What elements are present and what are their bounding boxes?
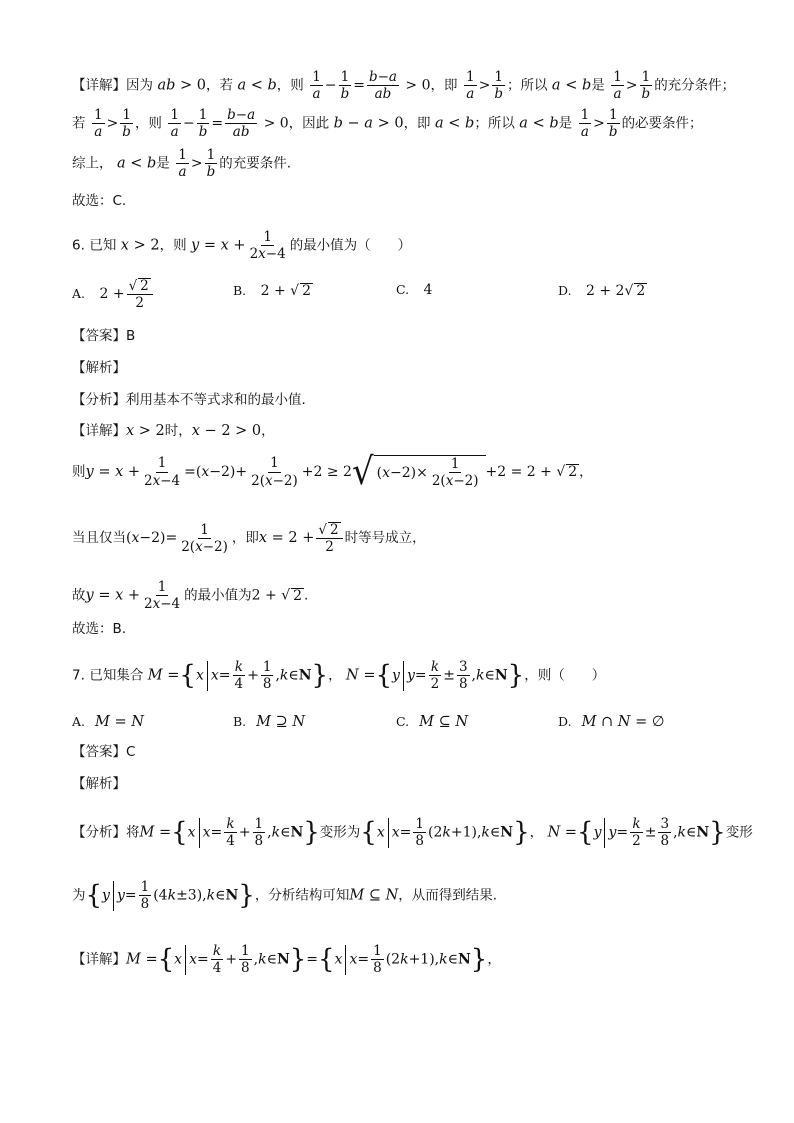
option-c[interactable] xyxy=(396,283,432,297)
detail-6 xyxy=(72,424,275,439)
fraction: $\frac{1}{a}$ xyxy=(178,147,187,181)
analysis-6 xyxy=(72,393,306,408)
text: 已知集合 xyxy=(89,667,144,684)
proof-line-2: 若 $\frac{1}{a}$ > $\frac{1}{b}$ ，则 $\frac{1}{a}$ − $\frac{1}{b}$ = $\frac{b-a}{ab}$ > 0，因此 b − a > 0，即 a < b；所以 a < b是 $\frac{1}{a}$ > $\frac{1}{b}$ 的必要条件； xyxy=(72,107,703,141)
question-6 xyxy=(72,230,411,261)
question-number: 6. xyxy=(72,237,85,254)
analysis-heading-7: 【解析】 xyxy=(72,776,126,792)
derivation-6-a: 则y = x + $\frac{1}{2x-4}$ =(x−2)+ $\frac{1}{2(x-2)}$ +2 ≥ 2 √ ( x −2)× $\frac{1}{2(x-2)}$ +2 = 2 + √ 2 ， xyxy=(72,450,593,494)
fraction: $\frac{1}{a}$ xyxy=(93,107,103,141)
text: . xyxy=(304,587,309,604)
proof-line-3: 综上， a < b是 $\frac{1}{a}$ > $\frac{1}{b}$ 的充要条件. xyxy=(72,147,292,181)
math: x > 2 xyxy=(120,237,160,254)
answer-6: 【答案】B xyxy=(72,328,136,344)
text: ，则 xyxy=(134,115,162,132)
option-label: B. xyxy=(233,283,247,298)
option-label: C. xyxy=(396,282,410,297)
math: x > 2 xyxy=(126,423,165,439)
text: ，则 xyxy=(159,237,187,254)
math: b − a > 0 xyxy=(333,115,404,132)
fraction: $\frac{1}{b}$ xyxy=(494,69,503,103)
option-d[interactable]: D. 2 + 2√ 2 xyxy=(558,283,646,299)
text: 当且仅当 xyxy=(72,530,126,547)
question-number: 7. xyxy=(72,667,85,684)
text: ， xyxy=(261,423,275,439)
math: a < b xyxy=(116,155,157,172)
analysis-7-b: 为{y y= $\frac{1}{8}$ (4k±3),k∈N}，分析结构可知M ⊆ N，从而得到结果. xyxy=(72,879,498,913)
text: 的充分条件； xyxy=(654,77,736,94)
text: ，则（ ） xyxy=(524,667,606,684)
text: 时等号成立， xyxy=(344,530,426,547)
math: a < b xyxy=(435,115,475,132)
option-a[interactable]: A. 2 + $\frac{√ 2}{2}$ xyxy=(72,278,155,310)
analysis-tag: 【分析】 xyxy=(72,824,126,841)
answer-7: 【答案】C xyxy=(72,744,136,760)
fraction: $\frac{1}{a}$ xyxy=(170,107,179,141)
text: 利用基本不等式求和的最小值. xyxy=(126,392,306,408)
fraction: $\frac{b-a}{ab}$ xyxy=(368,69,397,103)
math: a < b xyxy=(237,77,277,94)
math: ab > 0 xyxy=(157,77,206,94)
text: 是 xyxy=(156,155,170,172)
math: a < b xyxy=(519,115,559,132)
text: 是 xyxy=(558,115,573,132)
text: ， xyxy=(579,464,593,480)
text: ；所以 xyxy=(474,115,515,132)
text: 是 xyxy=(591,77,605,94)
text: ， xyxy=(328,667,342,684)
option-label: B. xyxy=(233,714,247,729)
text: 已知 xyxy=(89,237,117,254)
fraction: $\frac{1}{a}$ xyxy=(613,69,622,103)
detail-7: 【详解】M ={x x= $\frac{k}{4}$ + $\frac{1}{8}$ ,k∈N}={x x= $\frac{1}{8}$ (2k+1),k∈N}， xyxy=(72,943,501,977)
option-label: D. xyxy=(558,283,572,298)
text: 的必要条件； xyxy=(621,115,703,132)
fraction: $\frac{1}{b}$ xyxy=(122,107,131,141)
analysis-heading-6: 【解析】 xyxy=(72,360,126,376)
text: ，从而得到结果. xyxy=(398,887,498,904)
fraction: $\frac{1}{2x-4}$ xyxy=(249,229,286,263)
text: ，即 xyxy=(403,115,431,132)
fraction: $\frac{1}{b}$ xyxy=(206,147,216,181)
text: ，若 xyxy=(206,77,233,94)
derivation-6-c: 故y = x + $\frac{1}{2x-4}$ 的最小值为2 + √ 2 . xyxy=(72,579,309,613)
fraction: $\frac{√ 2}{2}$ xyxy=(127,278,153,310)
derivation-6-b: 当且仅当(x−2)= $\frac{1}{2(x-2)}$ ，即x = 2 + $\frac{√ 2}{2}$ 时等号成立， xyxy=(72,521,426,556)
option-a[interactable]: A. M = N xyxy=(72,714,144,730)
text: 将 xyxy=(126,824,140,841)
text: 则 xyxy=(72,464,86,480)
option-c[interactable]: C. M ⊆ N xyxy=(396,714,469,730)
text: 时， xyxy=(164,423,192,439)
analysis-7: 【分析】将M ={x x= $\frac{k}{4}$ + $\frac{1}{8}$ ,k∈N}变形为{x x= $\frac{1}{8}$ (2k+1),k∈N}， N ={y y= $\frac{k}{2}$ ± $\frac{3}{8}$ ,k∈N}变形 xyxy=(72,816,753,850)
analysis-tag: 【分析】 xyxy=(72,392,126,408)
question-7: 7. 已知集合 M ={x x= $\frac{k}{4}$ + $\frac{1}{8}$ ,k∈N}， N ={y y= $\frac{k}{2}$ ± $\frac{3}{8}$ ,k∈N}，则（ ） xyxy=(72,659,606,693)
option-label: C. xyxy=(396,714,410,729)
proof-line-1: 【详解】因为 ab > 0，若 a < b，则 $\frac{1}{a}$ − $\frac{1}{b}$ = $\frac{b-a}{ab}$ > 0，即 $\frac{1}{a}$ > $\frac{1}{b}$ ；所以 a < b是 $\frac{1}{a}$ > $\frac{1}{b}$ 的充分条件； xyxy=(72,69,736,103)
text: ， xyxy=(529,824,544,841)
detail-tag: 【详解】 xyxy=(72,423,126,439)
text: 变形 xyxy=(725,824,753,841)
math: y = x + xyxy=(191,237,246,254)
sqrt: √ ( x −2)× $\frac{1}{2(x-2)}$ xyxy=(352,455,486,489)
option-label: A. xyxy=(72,286,86,302)
text: ，即 xyxy=(430,77,458,94)
fraction: $\frac{b-a}{ab}$ xyxy=(227,107,256,141)
text: 的最小值为（ ） xyxy=(289,237,412,254)
option-label: A. xyxy=(72,714,86,729)
text: 的最小值为 xyxy=(184,587,252,604)
fraction: $\frac{1}{a}$ xyxy=(580,107,590,141)
fraction: $\frac{1}{b}$ xyxy=(340,69,350,103)
fraction: $\frac{1}{b}$ xyxy=(198,107,208,141)
option-b[interactable]: B. M ⊇ N xyxy=(233,714,306,730)
math: a < b xyxy=(551,77,592,94)
text: 综上， xyxy=(72,155,113,172)
text: ， xyxy=(487,951,501,968)
fraction: $\frac{1}{a}$ xyxy=(465,69,475,103)
answer-choice-5: 故选：C. xyxy=(72,193,127,209)
option-d[interactable]: D. M ∩ N = ∅ xyxy=(558,714,665,730)
text: ，则 xyxy=(276,77,304,94)
text: ，即 xyxy=(231,530,259,547)
text: ，因此 xyxy=(288,115,330,132)
answer-choice-6: 故选：B. xyxy=(72,621,127,637)
option-label: D. xyxy=(558,714,572,729)
fraction: $\frac{1}{b}$ xyxy=(641,69,651,103)
text: 变形为 xyxy=(319,824,361,841)
fraction: $\frac{1}{a}$ xyxy=(312,69,321,103)
detail-tag: 【详解】 xyxy=(72,77,126,94)
option-b[interactable]: B. 2 + √ 2 xyxy=(233,283,312,299)
option-value: 4 xyxy=(423,282,433,298)
math: x − 2 > 0 xyxy=(191,423,262,439)
text: 的充要条件. xyxy=(219,155,292,172)
detail-tag: 【详解】 xyxy=(72,951,126,968)
text: ，分析结构可知 xyxy=(254,887,350,904)
fraction: $\frac{1}{b}$ xyxy=(608,107,618,141)
text: ；所以 xyxy=(506,77,548,94)
text: 因为 xyxy=(126,77,153,94)
text: 故 xyxy=(72,587,86,604)
text: 若 xyxy=(72,115,86,132)
text: 为 xyxy=(72,887,86,904)
